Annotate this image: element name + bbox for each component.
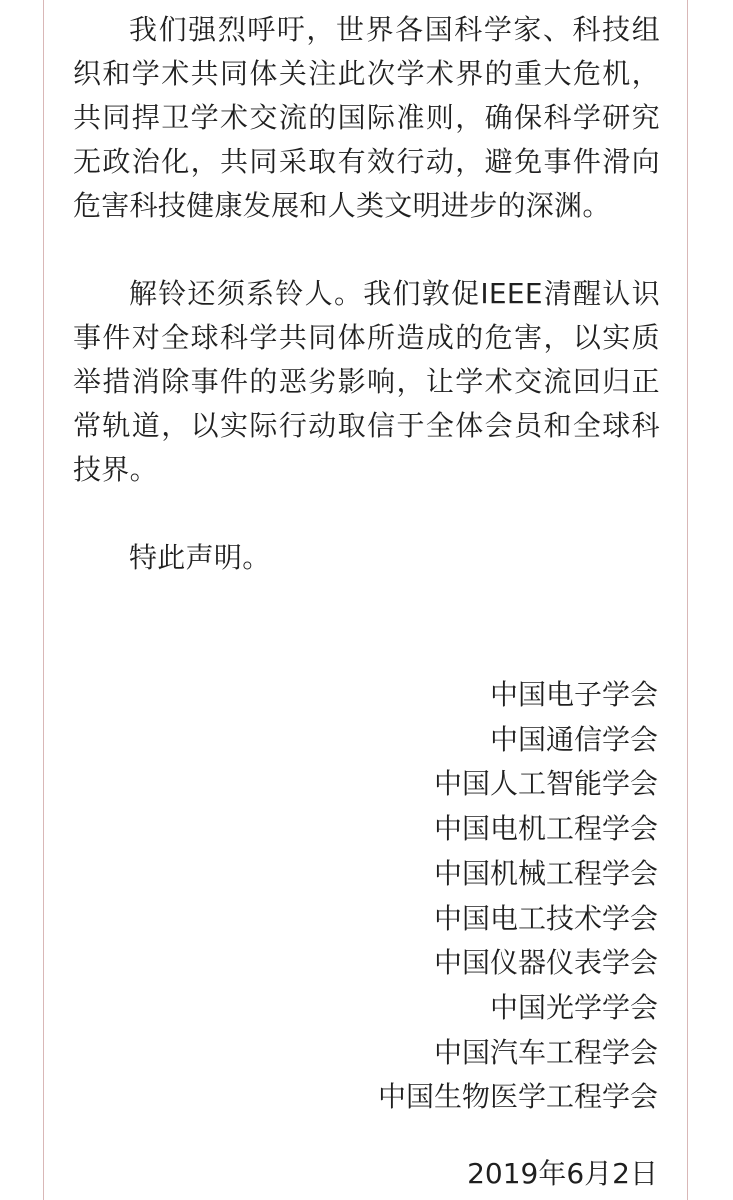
- signatory-item: 中国生物医学工程学会: [377, 1080, 658, 1114]
- signatory-item: 中国机械工程学会: [433, 856, 658, 890]
- signatory-item: 中国电工技术学会: [433, 901, 658, 935]
- statement-date: 2019年6月2日: [467, 1157, 658, 1190]
- signatory-item: 中国电机工程学会: [433, 812, 658, 846]
- paragraph-closing: 特此声明。: [129, 541, 271, 574]
- paragraph-urge-ieee: 解铃还须系铃人。我们敦促IEEE清醒认识事件对全球科学共同体所造成的危害，以实质举措消除事件的恶劣影响，让学术交流回归正常轨道，以实际行动取信于全体会员和全球科技界。: [73, 277, 660, 486]
- paragraph-spacer: [73, 228, 660, 272]
- signatory-item: 中国汽车工程学会: [433, 1035, 658, 1069]
- paragraph-appeal: 我们强烈呼吁，世界各国科学家、科技组织和学术共同体关注此次学术界的重大危机，共同捍卫学术交流的国际准则，确保科学研究无政治化，共同采取有效行动，避免事件滑向危害科技健康发展和人类文明进步的深渊。: [73, 13, 660, 222]
- signatory-item: 中国光学学会: [489, 990, 658, 1024]
- signatory-list: [378, 673, 658, 1120]
- paragraph-spacer: [73, 492, 660, 536]
- statement-body: [73, 8, 660, 580]
- signatory-item: 中国仪器仪表学会: [433, 946, 658, 980]
- signatory-item: 中国电子学会: [489, 678, 658, 711]
- signatory-item: 中国通信学会: [489, 722, 658, 756]
- signatory-item: 中国人工智能学会: [433, 767, 658, 801]
